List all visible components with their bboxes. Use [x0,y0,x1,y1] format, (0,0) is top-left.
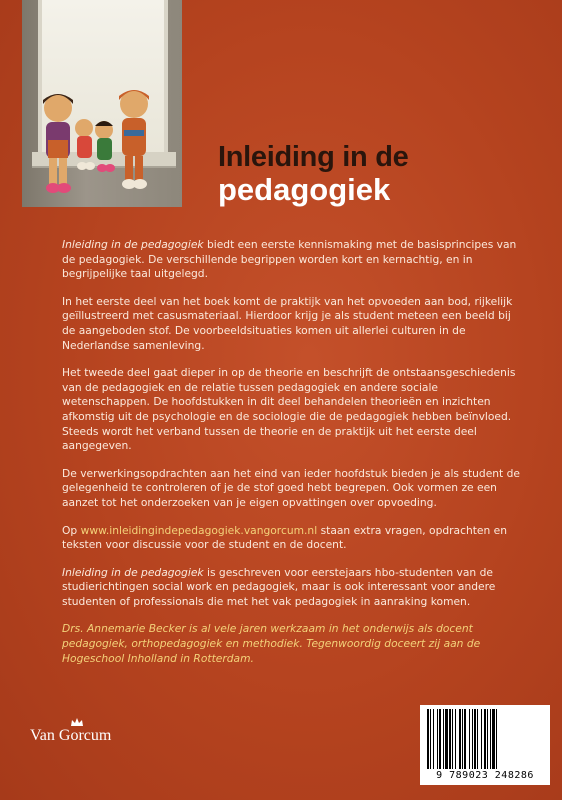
website-link[interactable]: www.inleidingindepedagogiek.vangorcum.nl [80,523,318,537]
cover-photo [22,0,182,207]
intro-paragraph [62,238,524,282]
book-title [218,142,548,207]
back-cover-text [62,238,524,679]
publisher-logo [30,727,111,745]
isbn-number: 9 789023 248286 [436,770,534,781]
part-one-paragraph: In het eerste deel van het boek komt de praktijk van het opvoeden aan bod, rijkelijk geïllustreerd met casusmateriaal. Hierdoor krijg je als student meteen een beeld bij de aangeboden stof. De voorbeeldsituaties komen uit allerlei culturen in de Nederlandse samenleving. [62,294,513,352]
book-title-line2: pedagogiek [218,172,391,208]
website-paragraph [62,524,524,553]
audience-paragraph [62,566,524,610]
website-post-text: staan extra vragen, opdrachten en teksten voor discussie voor de student en de docent. [62,523,508,552]
part-two-paragraph: Het tweede deel gaat dieper in op de theorie en beschrijft de ontstaansgeschiedenis van de pedagogiek en de relatie tussen pedagogiek en andere sociale wetenschappen. De hoofdstukken in dit deel behandelen theorieën en inzichten afkomstig uit de psychologie en de sociologie die de pedagogiek hebben beïnvloed. Steeds wordt het verband tussen de theorie en de praktijk uit het eerste deel aangegeven. [62,366,516,453]
author-bio: Drs. Annemarie Becker is al vele jaren werkzaam in het onderwijs als docent pedagogiek, orthopedagogiek en methodiek. Tegenwoordig doceert zij aan de Hogeschool Inholland in Rotterdam. [62,622,481,665]
isbn-barcode [420,705,550,785]
assignments-paragraph: De verwerkingsopdrachten aan het eind van ieder hoofdstuk bieden je als student de gelegenheid te controleren of je de stof goed hebt begrepen. Ook vormen ze een aanzet tot het onderzoeken van je eigen opvattingen over opvoeding. [62,466,520,509]
intro-text: biedt een eerste kennismaking met de basisprincipes van de pedagogiek. De verschillende begrippen worden kort en kernachtig, en in begrijpelijke taal uitgelegd. [62,238,517,281]
crown-icon [70,717,84,727]
barcode-bars [425,709,545,769]
publisher-name: Van Gorcum [30,727,112,744]
website-pre-text: Op [62,523,81,537]
knitted-dolls-illustration [22,0,182,207]
audience-text: is geschreven voor eerstejaars hbo-studenten van de studierichtingen social work en pedagogiek, maar is ook interessant voor andere studenten of professionals die met het vak pedagogiek in aanraking komen. [62,565,496,608]
book-title-italic-2: Inleiding in de pedagogiek [62,565,204,579]
book-title-line1: Inleiding in de [218,141,409,173]
book-title-italic: Inleiding in de pedagogiek [62,238,204,251]
